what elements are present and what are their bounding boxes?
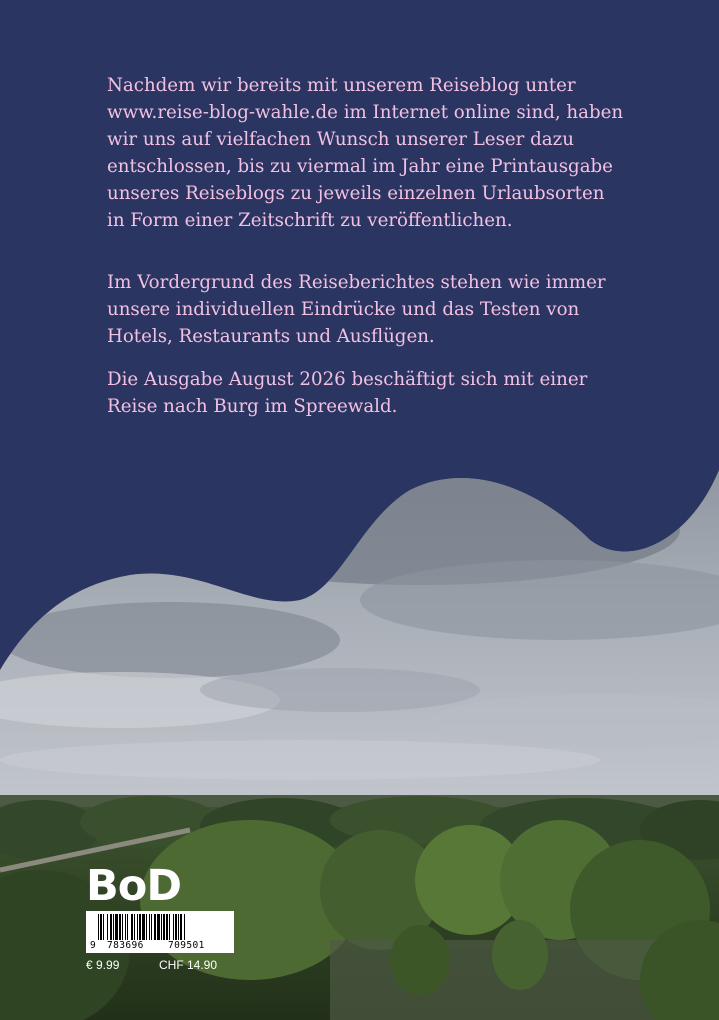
description-paragraph-2: Im Vordergrund des Reiseberichtes stehen wie immer unsere individuellen Eindrücke und das Testen von Hotels, Restaurants und Ausflügen. xyxy=(107,272,606,347)
barcode-bar xyxy=(100,914,102,940)
description-paragraph-3: Die Ausgabe August 2026 beschäftigt sich mit einer Reise nach Burg im Spreewald. xyxy=(107,369,588,417)
barcode-digits-left: 783696 xyxy=(107,940,144,951)
barcode-bar xyxy=(151,914,152,940)
barcode-bar xyxy=(134,914,135,940)
price-eur: € 9.99 xyxy=(86,958,120,972)
barcode-bar xyxy=(184,914,185,940)
barcode-bar xyxy=(131,914,133,940)
barcode-bar xyxy=(175,914,177,940)
publisher-logo: BoD xyxy=(86,861,182,911)
barcode-bar xyxy=(166,914,168,940)
barcode-bar xyxy=(113,914,114,940)
barcode-bar xyxy=(146,914,147,940)
barcode-bar xyxy=(157,914,160,940)
barcode-digits xyxy=(86,940,234,952)
barcode-bar xyxy=(122,914,123,940)
barcode-bar xyxy=(115,914,118,940)
barcode-bar xyxy=(110,914,112,940)
price-chf: CHF 14.90 xyxy=(159,958,218,972)
barcode-digits-right: 709501 xyxy=(168,940,205,951)
barcode-bar xyxy=(154,914,156,940)
barcode-bar xyxy=(103,914,104,940)
barcode-bar xyxy=(125,914,126,940)
barcode-bar xyxy=(98,914,99,940)
barcode-bar xyxy=(142,914,145,940)
barcode-bar xyxy=(107,914,108,940)
barcode-bar xyxy=(173,914,174,940)
barcode-bar xyxy=(119,914,121,940)
description-paragraph-1: Nachdem wir bereits mit unserem Reiseblog unter www.reise-blog-wahle.de im Internet online sind, haben wir uns auf vielfachen Wunsch unserer Leser dazu entschlossen, bis zu viermal im Jahr eine Printausgabe unseres Reiseblogs zu jeweils einzelnen Urlaubsorten in Form einer Zeitschrift zu veröffentlichen. xyxy=(107,75,624,231)
barcode-bar xyxy=(163,914,165,940)
barcode-bar xyxy=(180,914,182,940)
barcode-bar xyxy=(139,914,141,940)
barcode-bar xyxy=(161,914,162,940)
barcode-bar xyxy=(149,914,150,940)
barcode-bar xyxy=(169,914,170,940)
barcode-bar xyxy=(178,914,179,940)
barcode-bar xyxy=(127,914,128,940)
barcode-digit-lead: 9 xyxy=(90,940,96,951)
isbn-barcode xyxy=(86,911,234,953)
barcode-icon xyxy=(86,911,234,941)
publisher-block xyxy=(86,861,236,972)
barcode-bar xyxy=(137,914,138,940)
